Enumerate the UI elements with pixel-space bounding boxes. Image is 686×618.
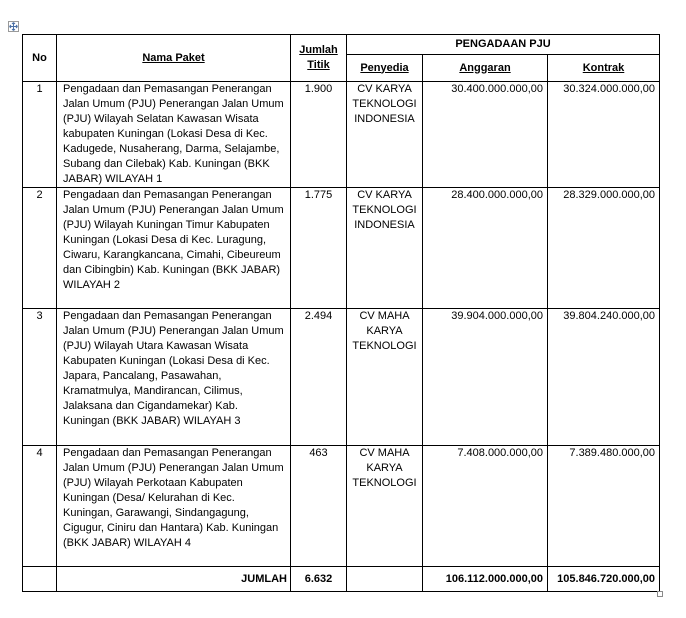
header-penyedia: Penyedia <box>347 55 423 82</box>
header-jumlah-titik: Jumlah Titik <box>291 35 347 82</box>
table-row <box>23 446 660 567</box>
header-no: No <box>23 35 57 82</box>
total-no-cell <box>23 567 57 592</box>
row-jumlah-titik: 1.775 <box>291 188 347 309</box>
total-jumlah-titik: 6.632 <box>291 567 347 592</box>
row-anggaran: 28.400.000.000,00 <box>423 188 548 309</box>
total-label: JUMLAH <box>57 567 291 592</box>
total-penyedia-cell <box>347 567 423 592</box>
row-anggaran: 39.904.000.000,00 <box>423 309 548 446</box>
table-resize-handle[interactable] <box>657 591 663 597</box>
row-nama-paket: Pengadaan dan Pemasangan Penerangan Jalan Umum (PJU) Penerangan Jalan Umum (PJU) Wilayah Kuningan Timur Kabupaten Kuningan (Lokasi Desa di Kec. Luragung, Ciwaru, Karangkancana, Cimahi, Cibeureum dan Cibingbin) Kab. Kuningan (BKK JABAR) WILAYAH 2 <box>57 188 291 309</box>
row-no: 4 <box>23 446 57 567</box>
table-row <box>23 188 660 309</box>
row-jumlah-titik: 2.494 <box>291 309 347 446</box>
row-no: 1 <box>23 82 57 188</box>
pengadaan-pju-table <box>22 34 660 592</box>
total-anggaran: 106.112.000.000,00 <box>423 567 548 592</box>
header-pengadaan-pju: PENGADAAN PJU <box>347 35 660 55</box>
row-anggaran: 7.408.000.000,00 <box>423 446 548 567</box>
table-row <box>23 82 660 188</box>
row-penyedia: CV KARYA TEKNOLOGI INDONESIA <box>347 188 423 309</box>
row-kontrak: 7.389.480.000,00 <box>548 446 660 567</box>
row-penyedia: CV MAHA KARYA TEKNOLOGI <box>347 446 423 567</box>
row-jumlah-titik: 463 <box>291 446 347 567</box>
header-anggaran: Anggaran <box>423 55 548 82</box>
row-nama-paket: Pengadaan dan Pemasangan Penerangan Jalan Umum (PJU) Penerangan Jalan Umum (PJU) Wilayah Perkotaan Kabupaten Kuningan (Desa/ Kelurahan di Kec. Kuningan, Garawangi, Sindangagung, Cigugur, Ciniru dan Hantara) Kab. Kuningan (BKK JABAR) WILAYAH 4 <box>57 446 291 567</box>
row-kontrak: 39.804.240.000,00 <box>548 309 660 446</box>
row-kontrak: 28.329.000.000,00 <box>548 188 660 309</box>
row-anggaran: 30.400.000.000,00 <box>423 82 548 188</box>
row-jumlah-titik: 1.900 <box>291 82 347 188</box>
row-penyedia: CV KARYA TEKNOLOGI INDONESIA <box>347 82 423 188</box>
row-nama-paket: Pengadaan dan Pemasangan Penerangan Jalan Umum (PJU) Penerangan Jalan Umum (PJU) Wilayah Utara Kawasan Wisata Kabupaten Kuningan (Lokasi Desa di Kec. Japara, Pancalang, Pasawahan, Kramatmulya, Mandirancan, Cilimus, Jalaksana dan Cigandamekar) Kab. Kuningan (BKK JABAR) WILAYAH 3 <box>57 309 291 446</box>
table-move-handle-icon[interactable] <box>8 21 19 32</box>
row-nama-paket: Pengadaan dan Pemasangan Penerangan Jalan Umum (PJU) Penerangan Jalan Umum (PJU) Wilayah Selatan Kawasan Wisata kabupaten Kuningan (Lokasi Desa di Kec. Kadugede, Nusaherang, Darma, Selajambe, Subang dan Cilebak) Kab. Kuningan (BKK JABAR) WILAYAH 1 <box>57 82 291 188</box>
table-row <box>23 309 660 446</box>
header-kontrak: Kontrak <box>548 55 660 82</box>
total-row <box>23 567 660 592</box>
row-kontrak: 30.324.000.000,00 <box>548 82 660 188</box>
row-penyedia: CV MAHA KARYA TEKNOLOGI <box>347 309 423 446</box>
row-no: 2 <box>23 188 57 309</box>
row-no: 3 <box>23 309 57 446</box>
total-kontrak: 105.846.720.000,00 <box>548 567 660 592</box>
header-row-1 <box>23 35 660 55</box>
header-nama-paket: Nama Paket <box>57 35 291 82</box>
